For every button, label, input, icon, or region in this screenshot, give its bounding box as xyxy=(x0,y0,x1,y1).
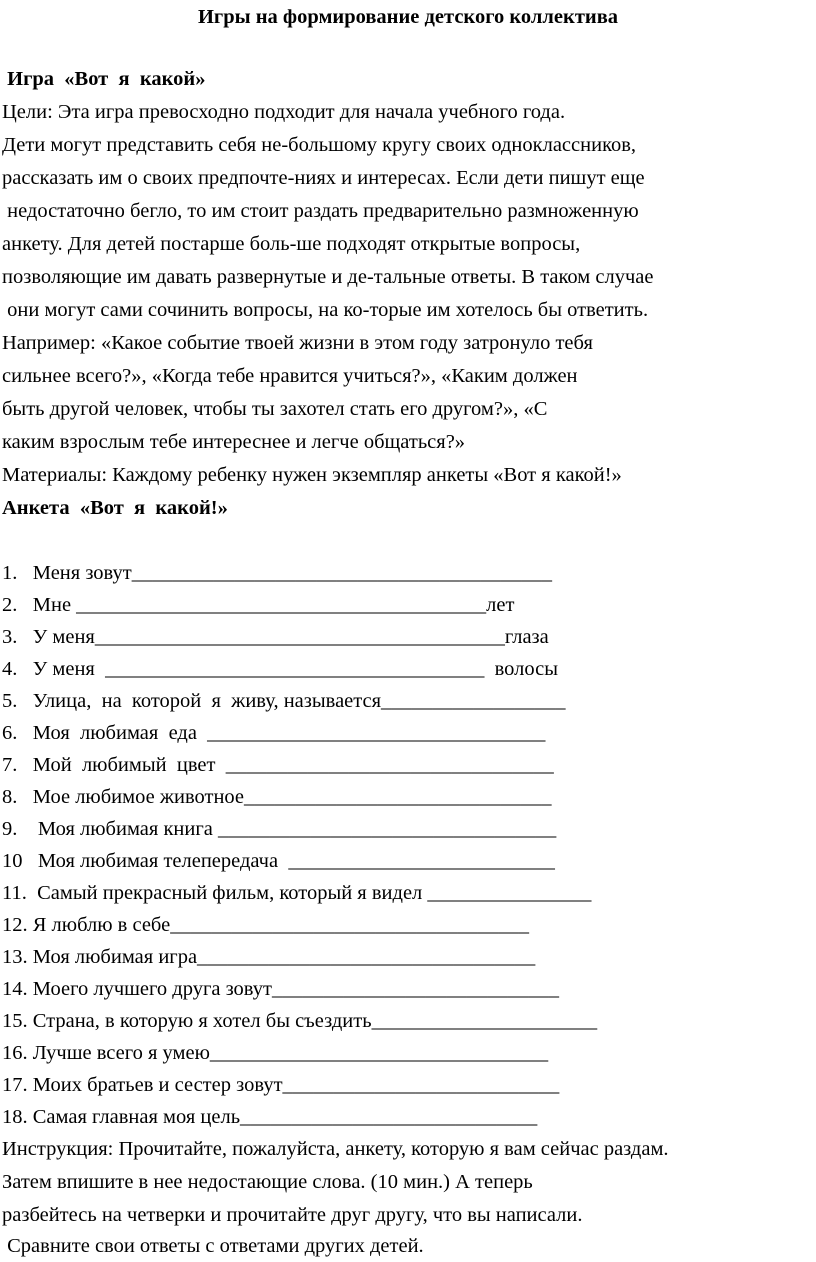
intro-line: Дети могут представить себя не-большому кругу своих одноклассников, xyxy=(2,134,637,156)
document-title: Игры на формирование детского коллектива xyxy=(197,6,619,28)
form-item: 7. Мой любимый цвет ________________________________ xyxy=(2,754,554,776)
form-item: 16. Лучше всего я умею_________________________________ xyxy=(2,1042,549,1064)
game-title: Игра «Вот я какой» xyxy=(2,68,206,90)
form-item: 3. У меня________________________________________глаза xyxy=(2,626,549,648)
form-item: 10 Моя любимая телепередача __________________________ xyxy=(2,850,555,872)
form-item: 1. Меня зовут_________________________________________ xyxy=(2,562,552,584)
form-item: 12. Я люблю в себе___________________________________ xyxy=(2,914,529,936)
form-item: 9. Моя любимая книга _________________________________ xyxy=(2,818,557,840)
form-item: 5. Улица, на которой я живу, называется__________________ xyxy=(2,690,566,712)
form-item: 15. Страна, в которую я хотел бы съездить______________________ xyxy=(2,1010,598,1032)
intro-line: рассказать им о своих предпочте-ниях и интересах. Если дети пишут еще xyxy=(2,167,645,189)
form-item: 14. Моего лучшего друга зовут____________________________ xyxy=(2,978,559,1000)
form-item: 8. Мое любимое животное______________________________ xyxy=(2,786,552,808)
form-title: Анкета «Вот я какой!» xyxy=(2,497,228,519)
instruction-line: Инструкция: Прочитайте, пожалуйста, анкету, которую я вам сейчас раздам. xyxy=(2,1138,669,1160)
instruction-line: разбейтесь на четверки и прочитайте друг другу, что вы написали. xyxy=(2,1204,583,1226)
form-item: 2. Мне ________________________________________лет xyxy=(2,594,515,616)
form-item: 17. Моих братьев и сестер зовут___________________________ xyxy=(2,1074,560,1096)
intro-line: Например: «Какое событие твоей жизни в этом году затронуло тебя xyxy=(2,332,593,354)
intro-line: анкету. Для детей постарше боль-ше подходят открытые вопросы, xyxy=(2,233,581,255)
form-item: 11. Самый прекрасный фильм, который я видел ________________ xyxy=(2,882,592,904)
form-item: 4. У меня _____________________________________ волосы xyxy=(2,658,558,680)
form-item: 13. Моя любимая игра_________________________________ xyxy=(2,946,536,968)
intro-line: сильнее всего?», «Когда тебе нравится учиться?», «Каким должен xyxy=(2,365,578,387)
form-item: 6. Моя любимая еда _________________________________ xyxy=(2,722,546,744)
intro-line: позволяющие им давать развернутые и де-тальные ответы. В таком случае xyxy=(2,266,654,288)
intro-line: недостаточно бегло, то им стоит раздать предварительно размноженную xyxy=(2,200,639,222)
instruction-line: Затем впишите в нее недостающие слова. (10 мин.) А теперь xyxy=(2,1171,533,1193)
materials-line: Материалы: Каждому ребенку нужен экземпляр анкеты «Вот я какой!» xyxy=(2,464,622,486)
form-item: 18. Самая главная моя цель_____________________________ xyxy=(2,1106,538,1128)
intro-line: каким взрослым тебе интереснее и легче общаться?» xyxy=(2,431,466,453)
intro-line: быть другой человек, чтобы ты захотел стать его другом?», «С xyxy=(2,398,548,420)
intro-line: Цели: Эта игра превосходно подходит для начала учебного года. xyxy=(2,101,566,123)
instruction-line: Сравните свои ответы с ответами других детей. xyxy=(2,1235,424,1257)
intro-line: они могут сами сочинить вопросы, на ко-торые им хотелось бы ответить. xyxy=(2,299,649,321)
